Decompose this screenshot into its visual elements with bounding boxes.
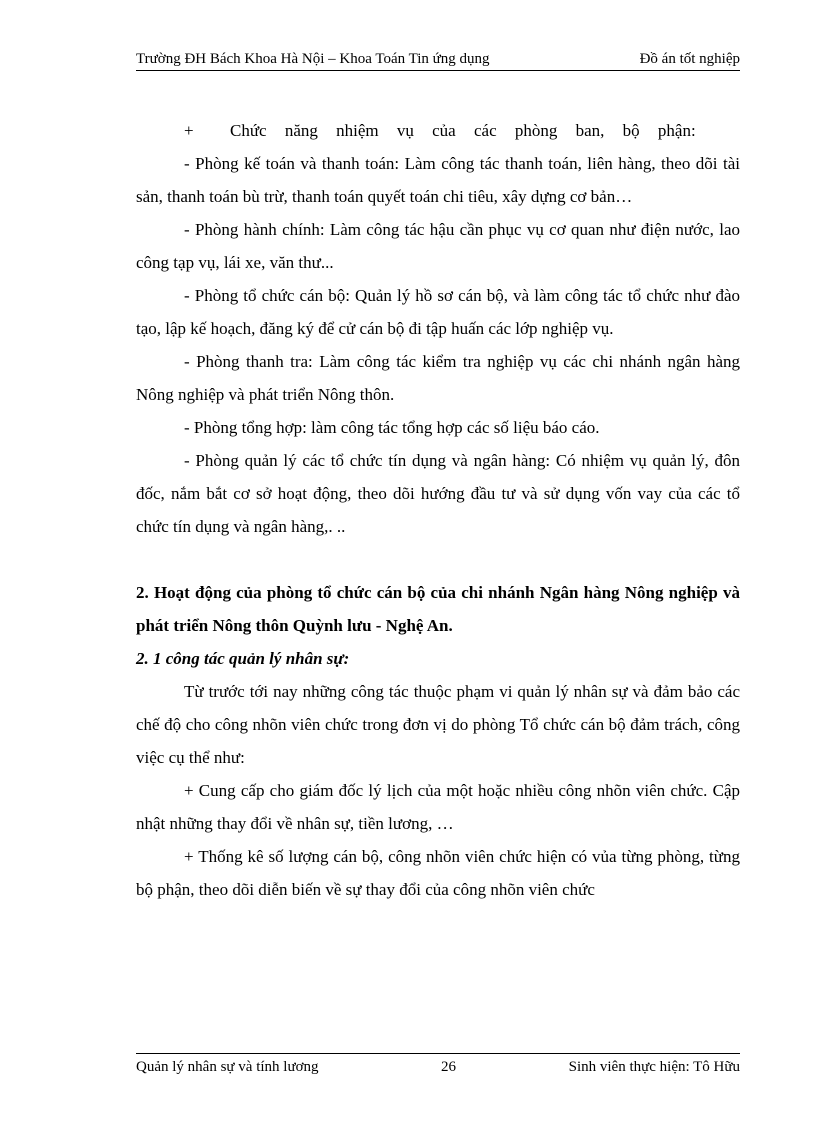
page-header: [136, 50, 740, 71]
duties-intro-text: Chức năng nhiệm vụ của các phòng ban, bộ phận:: [230, 121, 696, 140]
paragraph-duties-intro: [136, 114, 740, 147]
footer-author: Sinh viên thực hiện: Tô Hữu: [568, 1059, 740, 1075]
page-footer: [136, 1053, 740, 1075]
page-number: 26: [441, 1059, 456, 1075]
paragraph-administration: - Phòng hành chính: Làm công tác hậu cần phục vụ cơ quan như điện nước, lao công tạp vụ, lái xe, văn thư...: [136, 220, 740, 272]
paragraph-credit-management: - Phòng quản lý các tổ chức tín dụng và ngân hàng: Có nhiệm vụ quản lý, đôn đốc, nắm bắt cơ sở hoạt động, theo dõi hướng đầu tư và sử dụng vốn vay của các tổ chức tín dụng và ngân hàng,. ..: [136, 451, 740, 536]
paragraph-provide-records: + Cung cấp cho giám đốc lý lịch của một hoặc nhiều công nhõn viên chức. Cập nhật những thay đổi về nhân sự, tiền lương, …: [136, 781, 740, 833]
header-doc-type: Đồ án tốt nghiệp: [639, 51, 740, 67]
paragraph-accounting: - Phòng kế toán và thanh toán: Làm công tác thanh toán, liên hàng, theo dõi tài sản, thanh toán bù trừ, thanh toán quyết toán chi tiêu, xây dựng cơ bản…: [136, 154, 740, 206]
plus-marker: +: [184, 121, 194, 140]
paragraph-inspection: - Phòng thanh tra: Làm công tác kiểm tra nghiệp vụ các chi nhánh ngân hàng Nông nghiệp và phát triển Nông thôn.: [136, 352, 740, 404]
document-body: [136, 114, 740, 906]
paragraph-personnel: - Phòng tổ chức cán bộ: Quản lý hồ sơ cán bộ, và làm công tác tổ chức như đào tạo, lập kế hoạch, đăng ký để cử cán bộ đi tập huấn các lớp nghiệp vụ.: [136, 286, 740, 338]
subsection-heading-2-1: 2. 1 công tác quản lý nhân sự:: [136, 649, 350, 668]
footer-title: Quản lý nhân sự và tính lương: [136, 1059, 319, 1075]
spacer: [136, 543, 740, 576]
paragraph-statistics: + Thống kê số lượng cán bộ, công nhõn viên chức hiện có vủa từng phòng, từng bộ phận, theo dõi diễn biến về sự thay đổi của công nhõn viên chức: [136, 847, 740, 899]
header-institution: Trường ĐH Bách Khoa Hà Nội – Khoa Toán Tin ứng dụng: [136, 51, 490, 67]
paragraph-hr-intro: Từ trước tới nay những công tác thuộc phạm vi quản lý nhân sự và đảm bảo các chế độ cho công nhõn viên chức trong đơn vị do phòng Tổ chức cán bộ đảm trách, công việc cụ thể như:: [136, 682, 740, 767]
paragraph-general: - Phòng tổng hợp: làm công tác tổng hợp các số liệu báo cáo.: [184, 418, 600, 437]
section-heading-2: 2. Hoạt động của phòng tổ chức cán bộ của chi nhánh Ngân hàng Nông nghiệp và phát triển Nông thôn Quỳnh lưu - Nghệ An.: [136, 583, 740, 635]
